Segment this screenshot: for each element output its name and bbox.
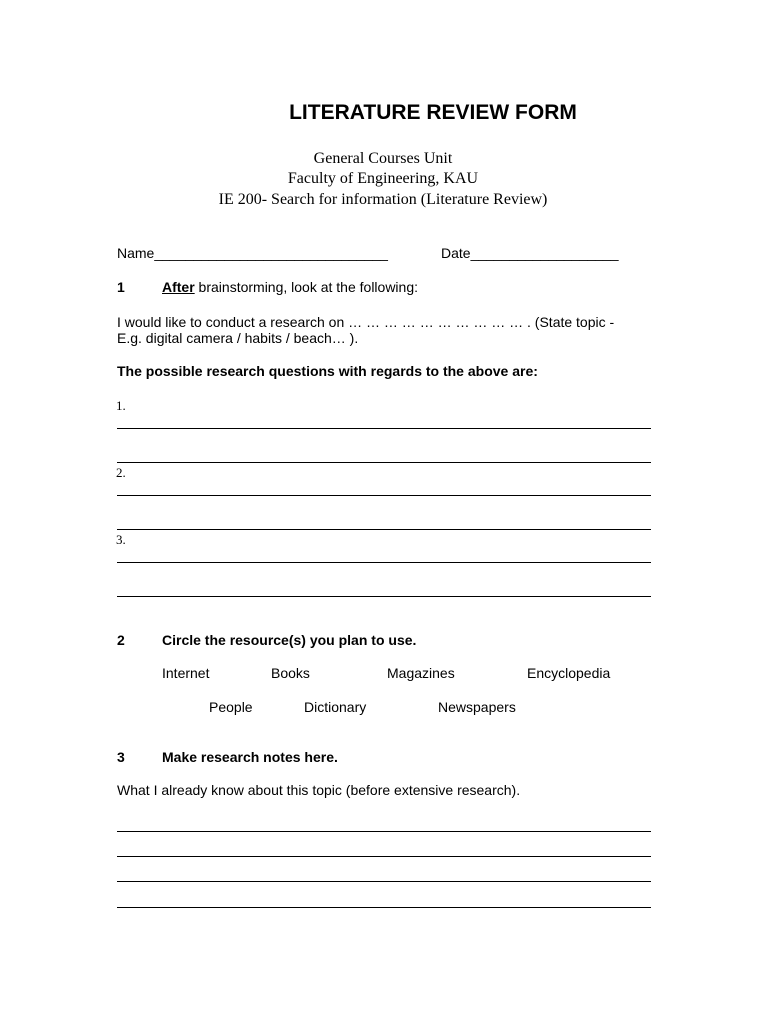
date-label: Date xyxy=(441,245,471,261)
header-unit: General Courses Unit xyxy=(313,150,453,167)
notes-line[interactable] xyxy=(117,831,651,832)
resource-magazines[interactable]: Magazines xyxy=(387,665,455,681)
name-blank: ______________________________ xyxy=(154,245,388,261)
answer-line[interactable] xyxy=(117,428,651,429)
header-faculty: Faculty of Engineering, KAU xyxy=(287,170,479,187)
answer-line[interactable] xyxy=(117,529,651,530)
question-3-number: 3. xyxy=(116,532,126,547)
questions-heading: The possible research questions with regards to the above are: xyxy=(117,363,538,379)
question-2-number: 2. xyxy=(116,465,126,480)
name-field[interactable] xyxy=(117,245,388,261)
question-1-number: 1. xyxy=(116,398,126,413)
name-label: Name xyxy=(117,245,155,261)
section-3-number: 3 xyxy=(117,749,125,765)
section-2-number: 2 xyxy=(117,632,125,648)
topic-line: I would like to conduct a research on … … … … … … … … … … . (State topic - xyxy=(117,314,615,330)
topic-example: E.g. digital camera / habits / beach… ). xyxy=(117,330,359,346)
section-1-instruction-rest: brainstorming, look at the following: xyxy=(194,279,419,295)
resource-internet[interactable]: Internet xyxy=(162,665,210,681)
notes-line[interactable] xyxy=(117,881,651,882)
section-2-heading: Circle the resource(s) you plan to use. xyxy=(162,632,417,648)
notes-prompt: What I already know about this topic (before extensive research). xyxy=(117,782,521,798)
header-course: IE 200- Search for information (Literature Review) xyxy=(218,191,548,208)
section-1-number: 1 xyxy=(117,279,125,295)
answer-line[interactable] xyxy=(117,596,651,597)
resource-dictionary[interactable]: Dictionary xyxy=(304,699,367,715)
resource-encyclopedia[interactable]: Encyclopedia xyxy=(527,665,611,681)
answer-line[interactable] xyxy=(117,495,651,496)
section-3-heading: Make research notes here. xyxy=(162,749,338,765)
notes-line[interactable] xyxy=(117,907,651,908)
resource-people[interactable]: People xyxy=(209,699,253,715)
page-title: LITERATURE REVIEW FORM xyxy=(289,101,577,124)
notes-line[interactable] xyxy=(117,856,651,857)
section-1-keyword: After xyxy=(162,279,195,295)
date-field[interactable] xyxy=(441,245,619,261)
answer-line[interactable] xyxy=(117,462,651,463)
resource-books[interactable]: Books xyxy=(271,665,310,681)
date-blank: ___________________ xyxy=(470,245,619,261)
section-1-instruction xyxy=(162,279,418,295)
answer-line[interactable] xyxy=(117,562,651,563)
resource-newspapers[interactable]: Newspapers xyxy=(438,699,516,715)
